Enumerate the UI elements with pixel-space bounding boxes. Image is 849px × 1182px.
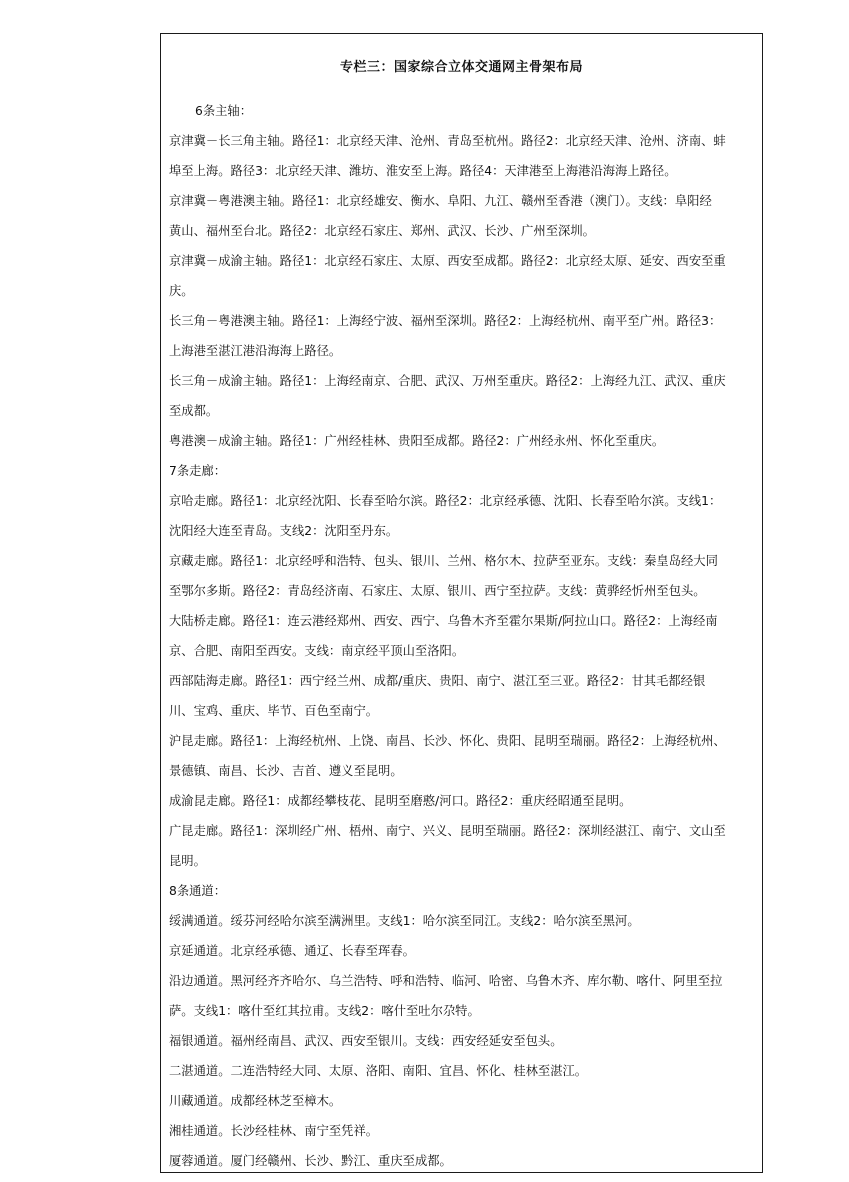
text-line: 景德镇、南昌、长沙、吉首、遵义至昆明。 — [169, 764, 403, 778]
column-box — [160, 33, 763, 1173]
text-line: 7条走廊： — [169, 464, 227, 478]
text-line: 成渝昆走廊。路径1：成都经攀枝花、昆明至磨憨/河口。路径2：重庆经昭通至昆明。 — [169, 794, 632, 808]
text-line: 沿边通道。黑河经齐齐哈尔、乌兰浩特、呼和浩特、临河、哈密、乌鲁木齐、库尔勒、喀什、阿里至拉 — [169, 974, 723, 988]
text-line: 京津冀－粤港澳主轴。路径1：北京经雄安、衡水、阜阳、九江、赣州至香港（澳门）。支线：阜阳经 — [169, 194, 712, 208]
text-line: 萨。支线1：喀什至红其拉甫。支线2：喀什至吐尔尕特。 — [169, 1004, 480, 1018]
text-line: 京津冀－长三角主轴。路径1：北京经天津、沧州、青岛至杭州。路径2：北京经天津、沧州、济南、蚌 — [169, 134, 726, 148]
text-line: 京藏走廊。路径1：北京经呼和浩特、包头、银川、兰州、格尔木、拉萨至亚东。支线：秦皇岛经大同 — [169, 554, 718, 568]
text-line: 湘桂通道。长沙经桂林、南宁至凭祥。 — [169, 1124, 379, 1138]
text-line: 至鄂尔多斯。路径2：青岛经济南、石家庄、太原、银川、西宁至拉萨。支线：黄骅经忻州至包头。 — [169, 584, 706, 598]
text-line: 厦蓉通道。厦门经赣州、长沙、黔江、重庆至成都。 — [169, 1154, 452, 1168]
text-line: 6条主轴： — [195, 104, 253, 118]
text-line: 黄山、福州至台北。路径2：北京经石家庄、郑州、武汉、长沙、广州至深圳。 — [169, 224, 595, 238]
text-line: 京津冀－成渝主轴。路径1：北京经石家庄、太原、西安至成都。路径2：北京经太原、延安、西安至重 — [169, 254, 726, 268]
text-line: 大陆桥走廊。路径1：连云港经郑州、西安、西宁、乌鲁木齐至霍尔果斯/阿拉山口。路径2：上海经南 — [169, 614, 718, 628]
text-line: 上海港至湛江港沿海海上路径。 — [169, 344, 342, 358]
text-line: 埠至上海。路径3：北京经天津、潍坊、淮安至上海。路径4：天津港至上海港沿海海上路径。 — [169, 164, 677, 178]
text-line: 京延通道。北京经承德、通辽、长春至珲春。 — [169, 944, 415, 958]
text-line: 长三角－粤港澳主轴。路径1：上海经宁波、福州至深圳。路径2：上海经杭州、南平至广州。路径3： — [169, 314, 722, 328]
text-line: 昆明。 — [169, 854, 206, 868]
text-line: 二湛通道。二连浩特经大同、太原、洛阳、南阳、宜昌、怀化、桂林至湛江。 — [169, 1064, 588, 1078]
text-line: 至成都。 — [169, 404, 219, 418]
text-line: 庆。 — [169, 284, 194, 298]
text-line: 8条通道： — [169, 884, 227, 898]
text-line: 西部陆海走廊。路径1：西宁经兰州、成都/重庆、贵阳、南宁、湛江至三亚。路径2：甘其毛都经银 — [169, 674, 706, 688]
column-content — [169, 96, 752, 1176]
text-line: 川、宝鸡、重庆、毕节、百色至南宁。 — [169, 704, 379, 718]
text-line: 沪昆走廊。路径1：上海经杭州、上饶、南昌、长沙、怀化、贵阳、昆明至瑞丽。路径2：上海经杭州、 — [169, 734, 726, 748]
text-line: 粤港澳－成渝主轴。路径1：广州经桂林、贵阳至成都。路径2：广州经永州、怀化至重庆。 — [169, 434, 665, 448]
text-line: 广昆走廊。路径1：深圳经广州、梧州、南宁、兴义、昆明至瑞丽。路径2：深圳经湛江、南宁、文山至 — [169, 824, 726, 838]
text-line: 福银通道。福州经南昌、武汉、西安至银川。支线：西安经延安至包头。 — [169, 1034, 563, 1048]
text-line: 长三角－成渝主轴。路径1：上海经南京、合肥、武汉、万州至重庆。路径2：上海经九江、武汉、重庆 — [169, 374, 726, 388]
text-line: 京、合肥、南阳至西安。支线：南京经平顶山至洛阳。 — [169, 644, 465, 658]
text-line: 京哈走廊。路径1：北京经沈阳、长春至哈尔滨。路径2：北京经承德、沈阳、长春至哈尔滨。支线1： — [169, 494, 722, 508]
column-title: 专栏三：国家综合立体交通网主骨架布局 — [339, 60, 583, 75]
text-line: 沈阳经大连至青岛。支线2：沈阳至丹东。 — [169, 524, 399, 538]
text-line: 绥满通道。绥芬河经哈尔滨至满洲里。支线1：哈尔滨至同江。支线2：哈尔滨至黑河。 — [169, 914, 640, 928]
text-line: 川藏通道。成都经林芝至樟木。 — [169, 1094, 342, 1108]
